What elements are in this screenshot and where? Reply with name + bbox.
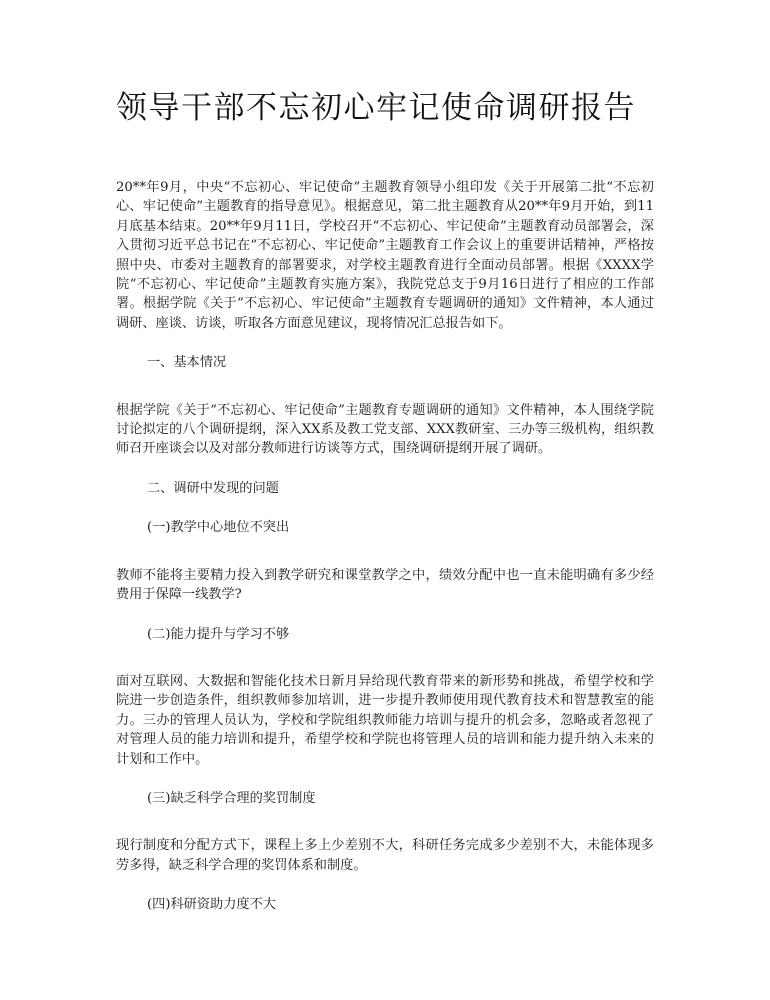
- intro-paragraph: 20**年9月，中央“不忘初心、牢记使命”主题教育领导小组印发《关于开展第二批“不忘初心、牢记使命”主题教育的指导意见》。根据意见，第二批主题教育从20**年9月开始，到11月底基本结束。20**年9月11日，学校召开“不忘初心、牢记使命”主题教育动员部署会，深入贯彻习近平总书记在“不忘初心、牢记使命”主题教育工作会议上的重要讲话精神，严格按照中央、市委对主题教育的部署要求，对学校主题教育进行全面动员部署。根据《XXXX学院“不忘初心、牢记使命”主题教育实施方案》，我院党总支于9月16日进行了相应的工作部署。根据学院《关于“不忘初心、牢记使命”主题教育专题调研的通知》文件精神，本人通过调研、座谈、访谈，听取各方面意见建议，现将情况汇总报告如下。: [116, 180, 654, 331]
- section-heading-problems: 二、调研中发现的问题: [147, 480, 279, 496]
- teaching-center-paragraph: 教师不能将主要精力投入到教学研究和课堂教学之中，绩效分配中也一直未能明确有多少经费用于保障一线教学?: [116, 567, 654, 603]
- subheading-research-funding: (四)科研资助力度不大: [147, 897, 276, 913]
- subheading-reward-system: (三)缺乏科学合理的奖罚制度: [147, 790, 316, 806]
- subheading-teaching-center: (一)教学中心地位不突出: [147, 520, 290, 536]
- ability-learning-paragraph: 面对互联网、大数据和智能化技术日新月异给现代教育带来的新形势和挑战，希望学校和学院进一步创造条件，组织教师参加培训，进一步提升教师使用现代教育技术和智慧教室的能力。三办的管理人员认为，学校和学院组织教师能力培训与提升的机会多，忽略或者忽视了对管理人员的能力培训和提升，希望学校和学院也将管理人员的培训和能力提升纳入未来的计划和工作中。: [116, 673, 654, 767]
- section-heading-basic-situation: 一、基本情况: [147, 355, 227, 371]
- document-title: 领导干部不忘初心牢记使命调研报告: [116, 90, 636, 126]
- subheading-ability-learning: (二)能力提升与学习不够: [147, 626, 290, 642]
- basic-situation-paragraph: 根据学院《关于“不忘初心、牢记使命”主题教育专题调研的通知》文件精神，本人围绕学院讨论拟定的八个调研提纲，深入XX系及教工党支部、XXX教研室、三办等三级机构，组织教师召开座谈会以及对部分教师进行访谈等方式，围绕调研提纲开展了调研。: [116, 402, 654, 457]
- reward-system-paragraph: 现行制度和分配方式下，课程上多上少差别不大，科研任务完成多少差别不大，未能体现多劳多得，缺乏科学合理的奖罚体系和制度。: [116, 838, 654, 873]
